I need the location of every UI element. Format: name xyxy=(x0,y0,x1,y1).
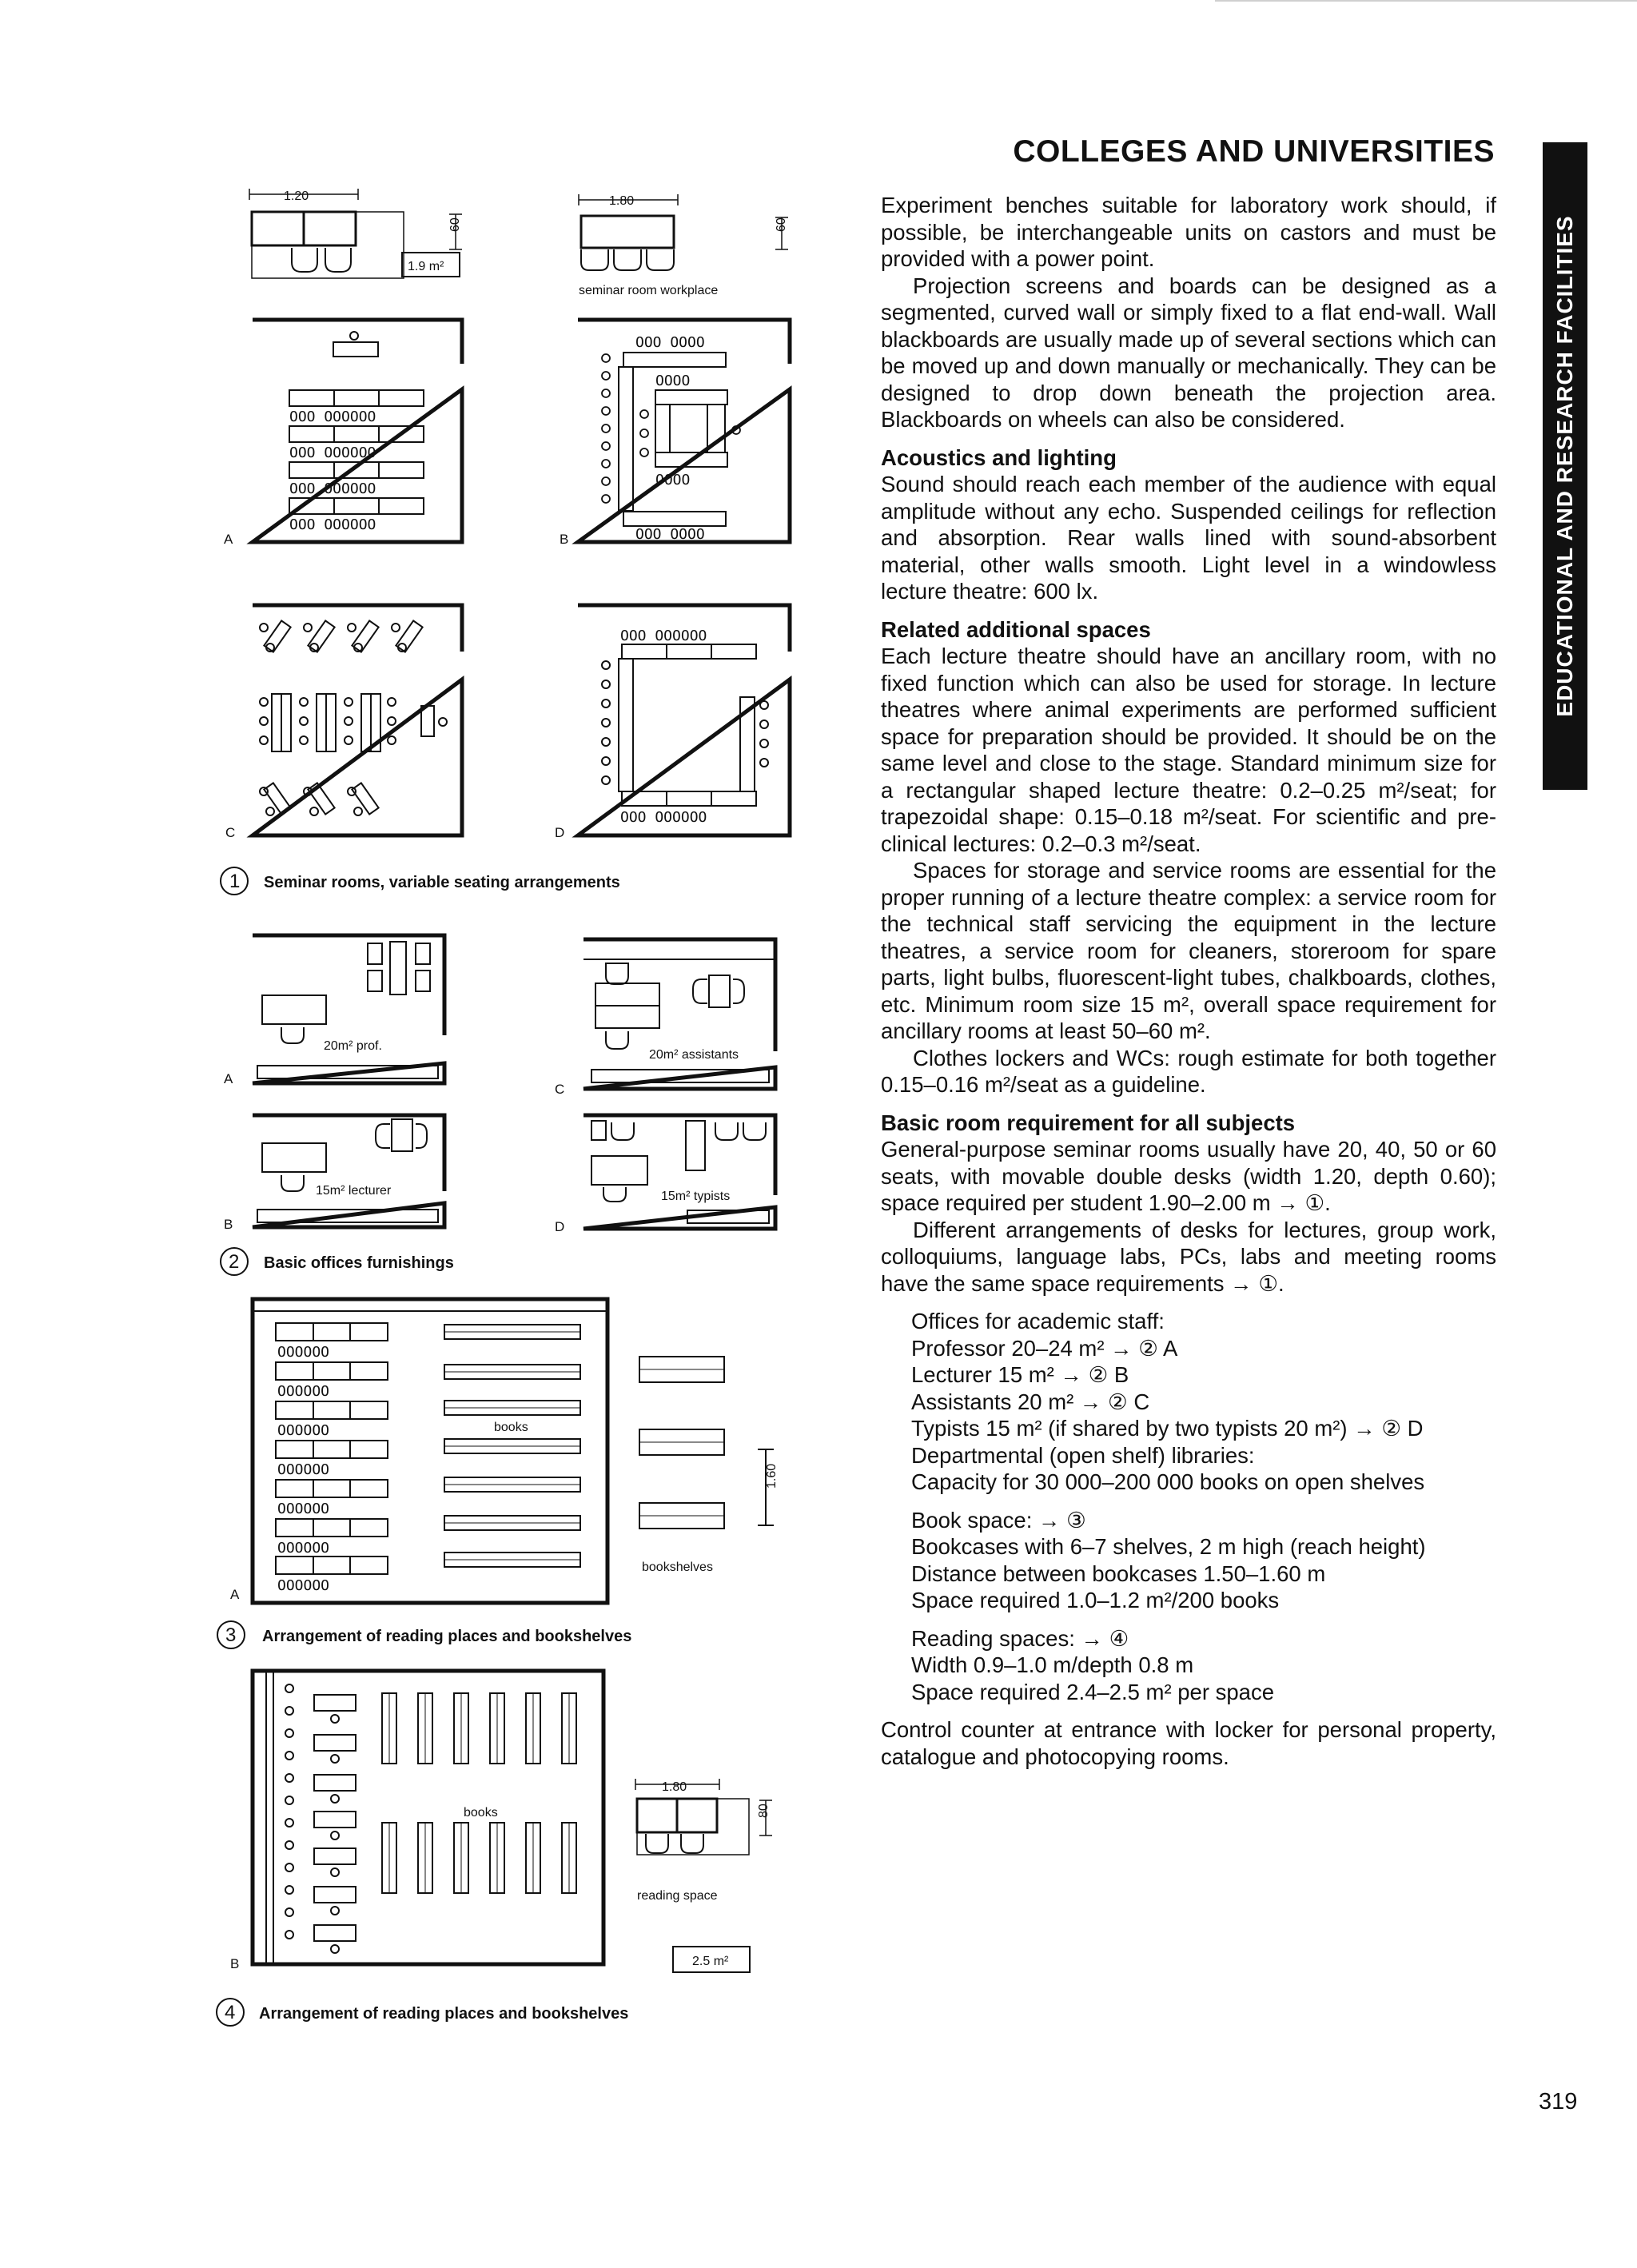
section-heading: Acoustics and lighting xyxy=(881,444,1117,470)
list-item: Reading spaces: → ④ xyxy=(911,1625,1129,1651)
dim-label: 1.60 xyxy=(765,1463,779,1489)
page-number: 319 xyxy=(1539,2089,1578,2115)
list-item: Typists 15 m² (if shared by two typists 20 m²) → ② D xyxy=(911,1416,1424,1441)
list-item: Assistants 20 m² → ② C xyxy=(911,1389,1150,1414)
reading-space-label: reading space xyxy=(637,1889,718,1903)
figures-panel xyxy=(0,0,855,2047)
requirements-list-books xyxy=(881,1507,1496,1614)
seminar-room-d xyxy=(555,605,790,840)
seminar-room-a xyxy=(224,320,462,547)
seat-row: OOO OOOOOO xyxy=(620,628,707,644)
bookshelves-label: bookshelves xyxy=(642,1560,713,1574)
seminar-room-b xyxy=(560,320,790,547)
office-assistants xyxy=(555,939,775,1097)
seat-row: OOO OOOO xyxy=(635,334,705,351)
paragraph: Sound should reach each member of the audience with equal amplitude without any echo. Suspended ceilings for reflection and absorption. Rear walls lined with sound-absorbent material, other walls smooth. Light level in a windowless lecture theatre: 600 lx. xyxy=(881,472,1496,604)
figure-caption: Arrangement of reading places and bookshelves xyxy=(262,1628,632,1645)
reading-space-detail xyxy=(635,1779,772,1972)
area-label: 1.9 m² xyxy=(408,260,444,273)
seat-row: OOOO xyxy=(655,373,691,389)
seat-row: OOO OOOOOO xyxy=(289,516,376,533)
office-label: 20m² prof. xyxy=(324,1039,382,1053)
section-heading: Basic room requirement for all subjects xyxy=(881,1110,1296,1135)
room-letter: A xyxy=(230,1587,240,1602)
requirements-list-reading xyxy=(881,1625,1496,1706)
seat-row: OOO OOOOOO xyxy=(289,444,376,461)
list-item: Professor 20–24 m² → ② A xyxy=(911,1335,1178,1361)
list-item: Space required 1.0–1.2 m²/200 books xyxy=(911,1588,1280,1612)
list-item: Book space: → ③ xyxy=(911,1507,1086,1533)
page-title: COLLEGES AND UNIVERSITIES xyxy=(1013,134,1495,169)
dim-label: 60 xyxy=(775,217,788,232)
section-heading: Related additional spaces xyxy=(881,616,1151,642)
seat-row: OOOOOO xyxy=(277,1344,330,1361)
seat-row: OOOO xyxy=(655,472,691,488)
figure-1-seminar-rooms xyxy=(221,189,790,895)
seat-row: OOOOOO xyxy=(277,1577,330,1594)
dim-label: 80 xyxy=(757,1804,771,1818)
room-letter: B xyxy=(224,1217,233,1232)
dim-label: 1.80 xyxy=(609,194,635,208)
seat-row: OOO OOOO xyxy=(635,526,705,543)
paragraph: Clothes lockers and WCs: rough estimate for both together 0.15–0.16 m²/seat as a guideline. xyxy=(881,1045,1496,1097)
area-label: 2.5 m² xyxy=(692,1955,729,1968)
figure-number: 2 xyxy=(229,1251,240,1273)
paragraph: Control counter at entrance with locker for personal property, catalogue and photocopying rooms. xyxy=(881,1717,1496,1769)
paragraph: Projection screens and boards can be designed as a segmented, curved wall or simply fixed to a flat end-wall. Wall blackboards are usually made up of several sections which can be moved up and down manually or mechanically. They can be designed to drop down beneath the projection area. Blackboards on wheels can also be considered. xyxy=(881,273,1496,432)
figure-number: 3 xyxy=(225,1624,237,1646)
books-label: books xyxy=(464,1806,498,1820)
figure-4-library-plan-b xyxy=(217,1671,772,2026)
list-item: Bookcases with 6–7 shelves, 2 m high (reach height) xyxy=(911,1534,1426,1559)
books-label: books xyxy=(494,1421,528,1434)
seat-row: OOOOOO xyxy=(277,1422,330,1439)
seat-row: OOO OOOOOO xyxy=(620,809,707,826)
room-letter: D xyxy=(555,1219,565,1234)
list-item: Offices for academic staff: xyxy=(911,1309,1165,1333)
list-item: Lecturer 15 m² → ② B xyxy=(911,1362,1129,1387)
section-tab-label: EDUCATIONAL AND RESEARCH FACILITIES xyxy=(1552,215,1577,717)
figure-caption: Seminar rooms, variable seating arrangements xyxy=(264,874,620,891)
figure-3-library-plan-a xyxy=(217,1299,779,1648)
dim-label: 1.80 xyxy=(662,1780,687,1794)
workplace-label: seminar room workplace xyxy=(579,284,719,297)
seat-row: OOOOOO xyxy=(277,1383,330,1400)
dim-label: 1.20 xyxy=(284,189,309,203)
room-letter: D xyxy=(555,825,565,840)
section-tab xyxy=(1543,142,1587,790)
desk-detail-180 xyxy=(579,194,788,297)
figure-caption: Arrangement of reading places and bookshelves xyxy=(259,2005,629,2023)
list-item: Capacity for 30 000–200 000 books on open shelves xyxy=(911,1469,1425,1494)
paragraph: Each lecture theatre should have an ancillary room, with no fixed function which can also be used for storage. In lecture theatres where animal experiments are performed sufficient space for preparation should be provided. It should be on the same level and close to the stage. Standard minimum size for a rectangular shaped lecture theatre: 0.2–0.25 m²/seat; for trapezoidal shape: 0.15–0.18 m²/seat. For scientific and pre-clinical lectures: 0.2–0.3 m²/seat. xyxy=(881,644,1496,856)
paragraph: General-purpose seminar rooms usually have 20, 40, 50 or 60 seats, with movable double desks (width 1.20, depth 0.60); space required per student 1.90–2.00 m → ①. xyxy=(881,1137,1496,1215)
room-letter: C xyxy=(555,1082,565,1097)
room-letter: A xyxy=(224,532,233,547)
seat-row: OOOOOO xyxy=(277,1461,330,1478)
body-text-column xyxy=(881,192,1496,1770)
figure-2-offices xyxy=(221,935,775,1275)
list-item: Width 0.9–1.0 m/depth 0.8 m xyxy=(911,1652,1194,1677)
figure-number: 1 xyxy=(229,871,241,892)
desk-detail-120 xyxy=(249,189,462,278)
room-letter: B xyxy=(560,532,569,547)
seat-row: OOO OOOOOO xyxy=(289,480,376,497)
paragraph: Different arrangements of desks for lectures, group work, colloquiums, language labs, PCs, labs and meeting rooms have the same space requirements → ①. xyxy=(881,1217,1496,1296)
room-letter: A xyxy=(224,1071,233,1086)
room-letter: C xyxy=(225,825,236,840)
figure-caption: Basic offices furnishings xyxy=(264,1254,454,1272)
requirements-list-offices xyxy=(881,1308,1496,1496)
seat-row: OOOOOO xyxy=(277,1540,330,1557)
office-label: 20m² assistants xyxy=(649,1048,739,1062)
office-label: 15m² lecturer xyxy=(316,1184,392,1198)
office-label: 15m² typists xyxy=(661,1190,731,1203)
seminar-room-c xyxy=(225,605,462,840)
office-typists xyxy=(555,1115,775,1234)
seat-row: OOOOOO xyxy=(277,1501,330,1517)
office-lecturer xyxy=(224,1115,444,1232)
dim-label: 60 xyxy=(448,217,462,232)
top-rule xyxy=(1215,0,1637,2)
list-item: Space required 2.4–2.5 m² per space xyxy=(911,1679,1275,1704)
paragraph: Spaces for storage and service rooms are essential for the proper running of a lecture theatre complex: a service room for the technical staff servicing the equipment in the lecture theatres, a service room for cleaners, storeroom for spare parts, light bulbs, fluorescent-light tubes, chalkboards, clothes, etc. Minimum room size 15 m², overall space requirement for ancillary rooms at least 50–60 m². xyxy=(881,858,1496,1043)
list-item: Departmental (open shelf) libraries: xyxy=(911,1442,1255,1468)
list-item: Distance between bookcases 1.50–1.60 m xyxy=(911,1560,1326,1586)
room-letter: B xyxy=(230,1956,240,1971)
office-professor xyxy=(224,935,444,1086)
seat-row: OOO OOOOOO xyxy=(289,409,376,425)
paragraph: Experiment benches suitable for laboratory work should, if possible, be interchangeable units on castors and must be provided with a power point. xyxy=(881,193,1496,271)
figure-number: 4 xyxy=(225,2002,236,2023)
